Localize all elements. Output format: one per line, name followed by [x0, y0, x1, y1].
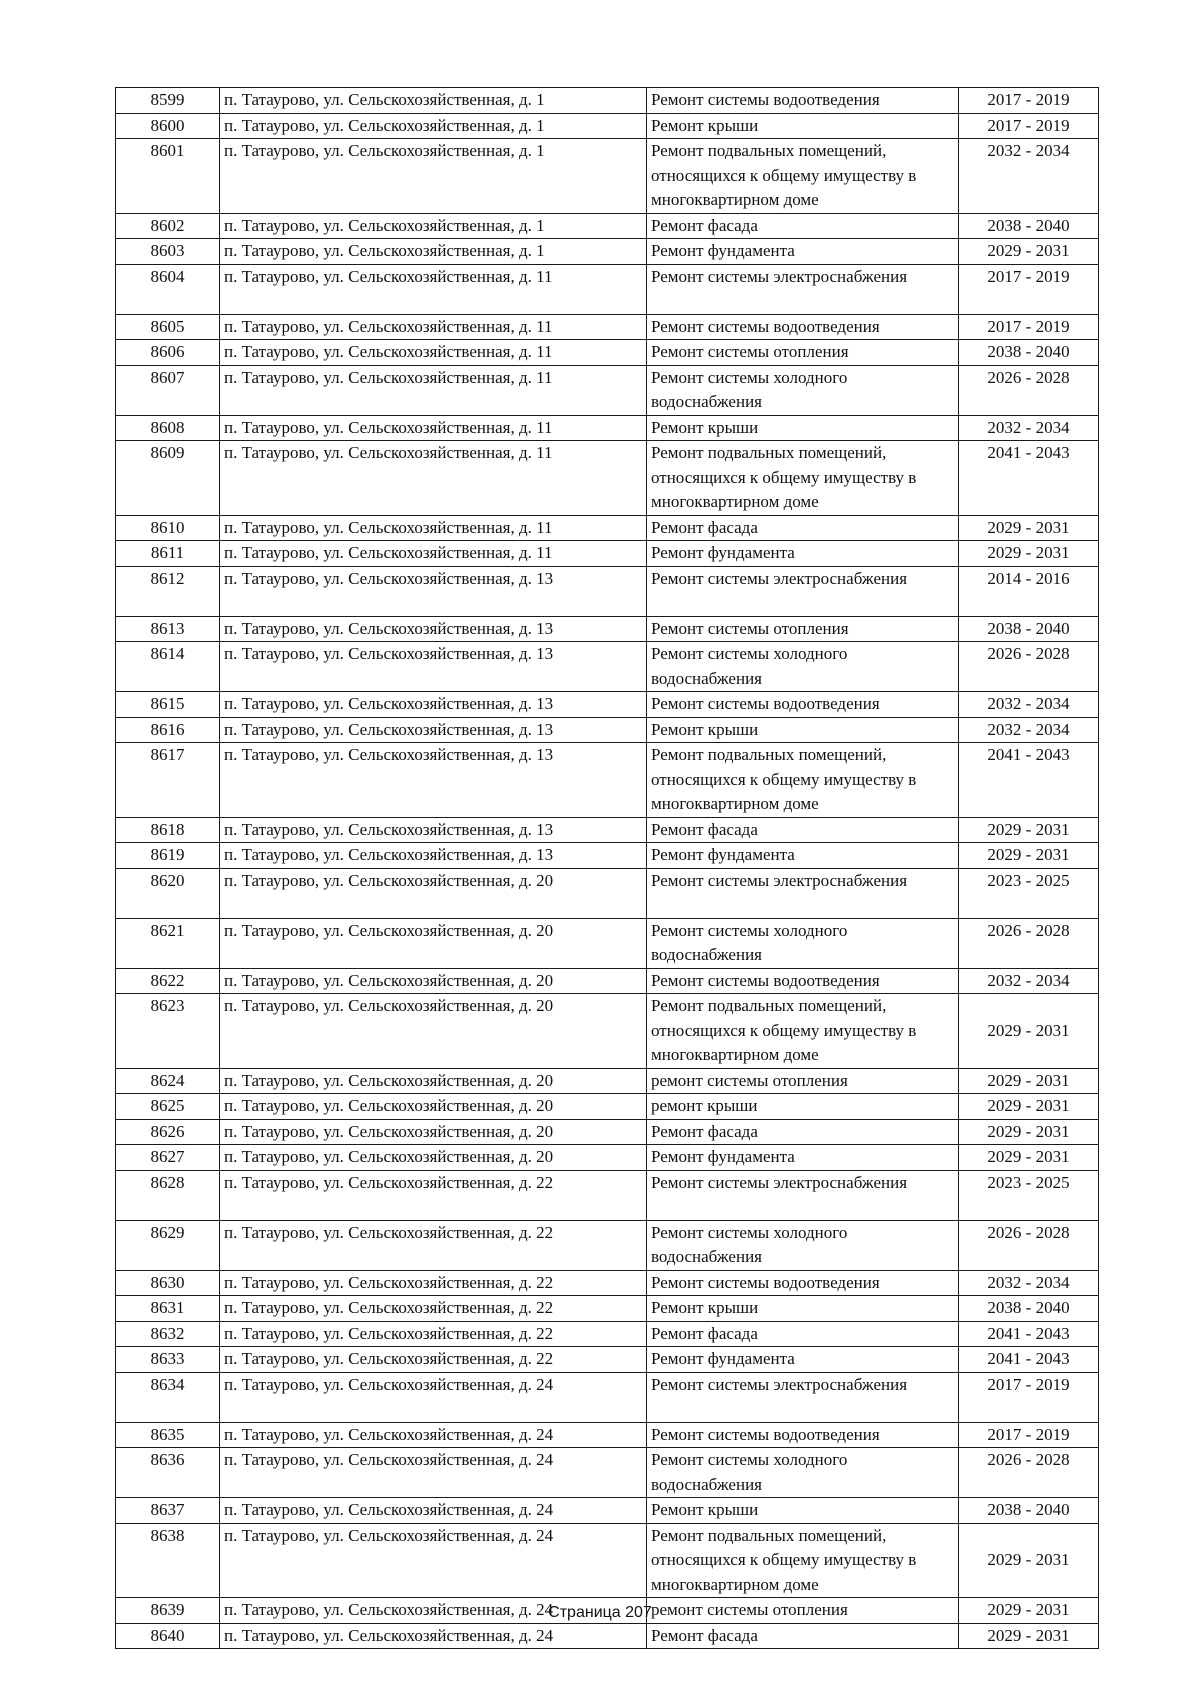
period-cell: 2032 - 2034: [959, 1270, 1099, 1296]
table-row: [116, 918, 1099, 968]
row-number-cell: 8619: [116, 843, 220, 869]
table-row: [116, 1498, 1099, 1524]
work-type-cell: Ремонт системы электроснабжения: [647, 264, 959, 314]
row-number-cell: 8621: [116, 918, 220, 968]
row-number-cell: 8634: [116, 1372, 220, 1422]
period-cell: 2029 - 2031: [959, 1094, 1099, 1120]
address-cell: п. Татаурово, ул. Сельскохозяйственная, д. 13: [220, 642, 647, 692]
table-row: [116, 1372, 1099, 1422]
table-row: [116, 717, 1099, 743]
row-number-cell: 8635: [116, 1422, 220, 1448]
address-cell: п. Татаурово, ул. Сельскохозяйственная, д. 24: [220, 1623, 647, 1649]
period-cell: 2026 - 2028: [959, 642, 1099, 692]
row-number-cell: 8611: [116, 541, 220, 567]
table-row: [116, 1068, 1099, 1094]
table-body: [116, 88, 1099, 1649]
period-cell: 2041 - 2043: [959, 1321, 1099, 1347]
table-row: [116, 314, 1099, 340]
table-row: [116, 1170, 1099, 1220]
address-cell: п. Татаурово, ул. Сельскохозяйственная, д. 13: [220, 692, 647, 718]
work-type-cell: Ремонт фундамента: [647, 239, 959, 265]
work-type-cell: Ремонт фундамента: [647, 843, 959, 869]
address-cell: п. Татаурово, ул. Сельскохозяйственная, д. 13: [220, 616, 647, 642]
period-cell: 2029 - 2031: [959, 515, 1099, 541]
table-row: [116, 340, 1099, 366]
period-cell: 2038 - 2040: [959, 340, 1099, 366]
work-type-cell: Ремонт подвальных помещений, относящихся к общему имуществу в многоквартирном доме: [647, 139, 959, 214]
address-cell: п. Татаурово, ул. Сельскохозяйственная, д. 1: [220, 139, 647, 214]
period-cell: 2017 - 2019: [959, 1422, 1099, 1448]
row-number-cell: 8637: [116, 1498, 220, 1524]
work-type-cell: Ремонт системы холодного водоснабжения: [647, 1448, 959, 1498]
address-cell: п. Татаурово, ул. Сельскохозяйственная, д. 22: [220, 1270, 647, 1296]
work-type-cell: Ремонт крыши: [647, 717, 959, 743]
row-number-cell: 8624: [116, 1068, 220, 1094]
period-cell: 2029 - 2031: [959, 541, 1099, 567]
address-cell: п. Татаурово, ул. Сельскохозяйственная, д. 20: [220, 968, 647, 994]
period-cell: 2029 - 2031: [959, 817, 1099, 843]
table-row: [116, 1347, 1099, 1373]
period-cell: 2032 - 2034: [959, 139, 1099, 214]
work-type-cell: ремонт крыши: [647, 1094, 959, 1120]
row-number-cell: 8615: [116, 692, 220, 718]
address-cell: п. Татаурово, ул. Сельскохозяйственная, д. 22: [220, 1170, 647, 1220]
address-cell: п. Татаурово, ул. Сельскохозяйственная, д. 11: [220, 515, 647, 541]
address-cell: п. Татаурово, ул. Сельскохозяйственная, д. 20: [220, 994, 647, 1069]
address-cell: п. Татаурово, ул. Сельскохозяйственная, д. 1: [220, 213, 647, 239]
period-cell: 2029 - 2031: [959, 1623, 1099, 1649]
work-type-cell: Ремонт фасада: [647, 1623, 959, 1649]
work-type-cell: Ремонт системы водоотведения: [647, 1270, 959, 1296]
work-type-cell: Ремонт системы холодного водоснабжения: [647, 365, 959, 415]
table-row: [116, 1270, 1099, 1296]
address-cell: п. Татаурово, ул. Сельскохозяйственная, д. 24: [220, 1598, 647, 1624]
period-cell: 2017 - 2019: [959, 1372, 1099, 1422]
address-cell: п. Татаурово, ул. Сельскохозяйственная, д. 13: [220, 566, 647, 616]
work-type-cell: Ремонт фундамента: [647, 541, 959, 567]
table-row: [116, 642, 1099, 692]
table-row: [116, 441, 1099, 516]
work-type-cell: Ремонт фундамента: [647, 1145, 959, 1171]
address-cell: п. Татаурово, ул. Сельскохозяйственная, д. 20: [220, 868, 647, 918]
row-number-cell: 8618: [116, 817, 220, 843]
address-cell: п. Татаурово, ул. Сельскохозяйственная, д. 13: [220, 843, 647, 869]
address-cell: п. Татаурово, ул. Сельскохозяйственная, д. 20: [220, 1094, 647, 1120]
table-row: [116, 415, 1099, 441]
row-number-cell: 8605: [116, 314, 220, 340]
address-cell: п. Татаурово, ул. Сельскохозяйственная, д. 24: [220, 1448, 647, 1498]
period-cell: 2032 - 2034: [959, 415, 1099, 441]
table-row: [116, 365, 1099, 415]
row-number-cell: 8630: [116, 1270, 220, 1296]
work-type-cell: Ремонт подвальных помещений, относящихся к общему имуществу в многоквартирном доме: [647, 441, 959, 516]
table-row: [116, 968, 1099, 994]
period-cell: 2029 - 2031: [959, 1119, 1099, 1145]
work-type-cell: Ремонт подвальных помещений, относящихся к общему имуществу в многоквартирном доме: [647, 743, 959, 818]
row-number-cell: 8599: [116, 88, 220, 114]
row-number-cell: 8633: [116, 1347, 220, 1373]
row-number-cell: 8613: [116, 616, 220, 642]
address-cell: п. Татаурово, ул. Сельскохозяйственная, д. 20: [220, 1145, 647, 1171]
period-cell: 2023 - 2025: [959, 868, 1099, 918]
work-type-cell: Ремонт системы водоотведения: [647, 1422, 959, 1448]
work-type-cell: Ремонт системы электроснабжения: [647, 868, 959, 918]
work-type-cell: Ремонт системы электроснабжения: [647, 566, 959, 616]
row-number-cell: 8603: [116, 239, 220, 265]
row-number-cell: 8604: [116, 264, 220, 314]
row-number-cell: 8617: [116, 743, 220, 818]
work-type-cell: Ремонт системы электроснабжения: [647, 1372, 959, 1422]
period-cell: 2038 - 2040: [959, 1498, 1099, 1524]
row-number-cell: 8602: [116, 213, 220, 239]
work-type-cell: Ремонт крыши: [647, 1296, 959, 1322]
row-number-cell: 8638: [116, 1523, 220, 1598]
period-cell: 2029 - 2031: [959, 1523, 1099, 1598]
period-cell: 2014 - 2016: [959, 566, 1099, 616]
period-cell: 2026 - 2028: [959, 1220, 1099, 1270]
address-cell: п. Татаурово, ул. Сельскохозяйственная, д. 13: [220, 717, 647, 743]
period-cell: 2038 - 2040: [959, 213, 1099, 239]
row-number-cell: 8614: [116, 642, 220, 692]
work-type-cell: Ремонт системы водоотведения: [647, 314, 959, 340]
address-cell: п. Татаурово, ул. Сельскохозяйственная, д. 24: [220, 1422, 647, 1448]
period-cell: 2029 - 2031: [959, 1598, 1099, 1624]
row-number-cell: 8639: [116, 1598, 220, 1624]
address-cell: п. Татаурово, ул. Сельскохозяйственная, д. 20: [220, 1119, 647, 1145]
work-type-cell: ремонт системы отопления: [647, 1068, 959, 1094]
period-cell: 2029 - 2031: [959, 1145, 1099, 1171]
address-cell: п. Татаурово, ул. Сельскохозяйственная, д. 24: [220, 1498, 647, 1524]
table-row: [116, 1321, 1099, 1347]
table-row: [116, 1119, 1099, 1145]
row-number-cell: 8601: [116, 139, 220, 214]
address-cell: п. Татаурово, ул. Сельскохозяйственная, д. 11: [220, 415, 647, 441]
work-type-cell: ремонт системы отопления: [647, 1598, 959, 1624]
row-number-cell: 8609: [116, 441, 220, 516]
address-cell: п. Татаурово, ул. Сельскохозяйственная, д. 1: [220, 239, 647, 265]
row-number-cell: 8612: [116, 566, 220, 616]
row-number-cell: 8600: [116, 113, 220, 139]
table-row: [116, 1422, 1099, 1448]
table-row: [116, 817, 1099, 843]
row-number-cell: 8607: [116, 365, 220, 415]
work-type-cell: Ремонт крыши: [647, 415, 959, 441]
period-cell: 2032 - 2034: [959, 968, 1099, 994]
row-number-cell: 8625: [116, 1094, 220, 1120]
period-cell: 2029 - 2031: [959, 1068, 1099, 1094]
address-cell: п. Татаурово, ул. Сельскохозяйственная, д. 22: [220, 1220, 647, 1270]
work-type-cell: Ремонт фасада: [647, 515, 959, 541]
period-cell: 2038 - 2040: [959, 1296, 1099, 1322]
work-type-cell: Ремонт системы холодного водоснабжения: [647, 918, 959, 968]
table-row: [116, 1623, 1099, 1649]
table-row: [116, 541, 1099, 567]
table-row: [116, 692, 1099, 718]
work-type-cell: Ремонт системы отопления: [647, 616, 959, 642]
table-row: [116, 1296, 1099, 1322]
address-cell: п. Татаурово, ул. Сельскохозяйственная, д. 24: [220, 1523, 647, 1598]
work-type-cell: Ремонт фасада: [647, 1321, 959, 1347]
work-type-cell: Ремонт системы водоотведения: [647, 692, 959, 718]
work-type-cell: Ремонт фасада: [647, 817, 959, 843]
work-type-cell: Ремонт фундамента: [647, 1347, 959, 1373]
table-row: [116, 843, 1099, 869]
row-number-cell: 8616: [116, 717, 220, 743]
address-cell: п. Татаурово, ул. Сельскохозяйственная, д. 11: [220, 441, 647, 516]
repair-schedule-table: [115, 87, 1099, 1649]
row-number-cell: 8636: [116, 1448, 220, 1498]
table-row: [116, 1523, 1099, 1598]
work-type-cell: Ремонт крыши: [647, 113, 959, 139]
repair-schedule-table-wrapper: [115, 87, 1098, 1649]
row-number-cell: 8622: [116, 968, 220, 994]
address-cell: п. Татаурово, ул. Сельскохозяйственная, д. 11: [220, 314, 647, 340]
address-cell: п. Татаурово, ул. Сельскохозяйственная, д. 22: [220, 1296, 647, 1322]
work-type-cell: Ремонт системы электроснабжения: [647, 1170, 959, 1220]
address-cell: п. Татаурово, ул. Сельскохозяйственная, д. 20: [220, 918, 647, 968]
row-number-cell: 8632: [116, 1321, 220, 1347]
work-type-cell: Ремонт подвальных помещений, относящихся к общему имуществу в многоквартирном доме: [647, 1523, 959, 1598]
period-cell: 2032 - 2034: [959, 692, 1099, 718]
period-cell: 2026 - 2028: [959, 918, 1099, 968]
table-row: [116, 1220, 1099, 1270]
period-cell: 2017 - 2019: [959, 88, 1099, 114]
row-number-cell: 8606: [116, 340, 220, 366]
work-type-cell: Ремонт крыши: [647, 1498, 959, 1524]
work-type-cell: Ремонт системы водоотведения: [647, 88, 959, 114]
table-row: [116, 139, 1099, 214]
work-type-cell: Ремонт фасада: [647, 1119, 959, 1145]
page-number: Страница 207: [548, 1604, 652, 1621]
address-cell: п. Татаурово, ул. Сельскохозяйственная, д. 24: [220, 1372, 647, 1422]
work-type-cell: Ремонт фасада: [647, 213, 959, 239]
table-row: [116, 1094, 1099, 1120]
period-cell: 2038 - 2040: [959, 616, 1099, 642]
work-type-cell: Ремонт подвальных помещений, относящихся к общему имуществу в многоквартирном доме: [647, 994, 959, 1069]
row-number-cell: 8628: [116, 1170, 220, 1220]
period-cell: 2041 - 2043: [959, 743, 1099, 818]
period-cell: 2029 - 2031: [959, 239, 1099, 265]
period-cell: 2017 - 2019: [959, 314, 1099, 340]
period-cell: 2041 - 2043: [959, 441, 1099, 516]
period-cell: 2017 - 2019: [959, 264, 1099, 314]
period-cell: 2029 - 2031: [959, 994, 1099, 1069]
row-number-cell: 8623: [116, 994, 220, 1069]
table-row: [116, 213, 1099, 239]
table-row: [116, 994, 1099, 1069]
work-type-cell: Ремонт системы холодного водоснабжения: [647, 642, 959, 692]
table-row: [116, 515, 1099, 541]
row-number-cell: 8620: [116, 868, 220, 918]
row-number-cell: 8631: [116, 1296, 220, 1322]
table-row: [116, 1145, 1099, 1171]
table-row: [116, 566, 1099, 616]
period-cell: 2023 - 2025: [959, 1170, 1099, 1220]
period-cell: 2041 - 2043: [959, 1347, 1099, 1373]
address-cell: п. Татаурово, ул. Сельскохозяйственная, д. 11: [220, 541, 647, 567]
address-cell: п. Татаурово, ул. Сельскохозяйственная, д. 20: [220, 1068, 647, 1094]
address-cell: п. Татаурово, ул. Сельскохозяйственная, д. 13: [220, 743, 647, 818]
address-cell: п. Татаурово, ул. Сельскохозяйственная, д. 22: [220, 1321, 647, 1347]
row-number-cell: 8608: [116, 415, 220, 441]
table-row: [116, 264, 1099, 314]
period-cell: 2017 - 2019: [959, 113, 1099, 139]
address-cell: п. Татаурово, ул. Сельскохозяйственная, д. 13: [220, 817, 647, 843]
table-row: [116, 743, 1099, 818]
period-cell: 2029 - 2031: [959, 843, 1099, 869]
row-number-cell: 8610: [116, 515, 220, 541]
table-row: [116, 1448, 1099, 1498]
row-number-cell: 8627: [116, 1145, 220, 1171]
table-row: [116, 239, 1099, 265]
address-cell: п. Татаурово, ул. Сельскохозяйственная, д. 1: [220, 113, 647, 139]
row-number-cell: 8629: [116, 1220, 220, 1270]
work-type-cell: Ремонт системы водоотведения: [647, 968, 959, 994]
work-type-cell: Ремонт системы отопления: [647, 340, 959, 366]
row-number-cell: 8640: [116, 1623, 220, 1649]
work-type-cell: Ремонт системы холодного водоснабжения: [647, 1220, 959, 1270]
row-number-cell: 8626: [116, 1119, 220, 1145]
address-cell: п. Татаурово, ул. Сельскохозяйственная, д. 11: [220, 340, 647, 366]
table-row: [116, 88, 1099, 114]
address-cell: п. Татаурово, ул. Сельскохозяйственная, д. 1: [220, 88, 647, 114]
period-cell: 2032 - 2034: [959, 717, 1099, 743]
period-cell: 2026 - 2028: [959, 1448, 1099, 1498]
address-cell: п. Татаурово, ул. Сельскохозяйственная, д. 22: [220, 1347, 647, 1373]
table-row: [116, 113, 1099, 139]
period-cell: 2026 - 2028: [959, 365, 1099, 415]
address-cell: п. Татаурово, ул. Сельскохозяйственная, д. 11: [220, 365, 647, 415]
table-row: [116, 868, 1099, 918]
address-cell: п. Татаурово, ул. Сельскохозяйственная, д. 11: [220, 264, 647, 314]
table-row: [116, 616, 1099, 642]
